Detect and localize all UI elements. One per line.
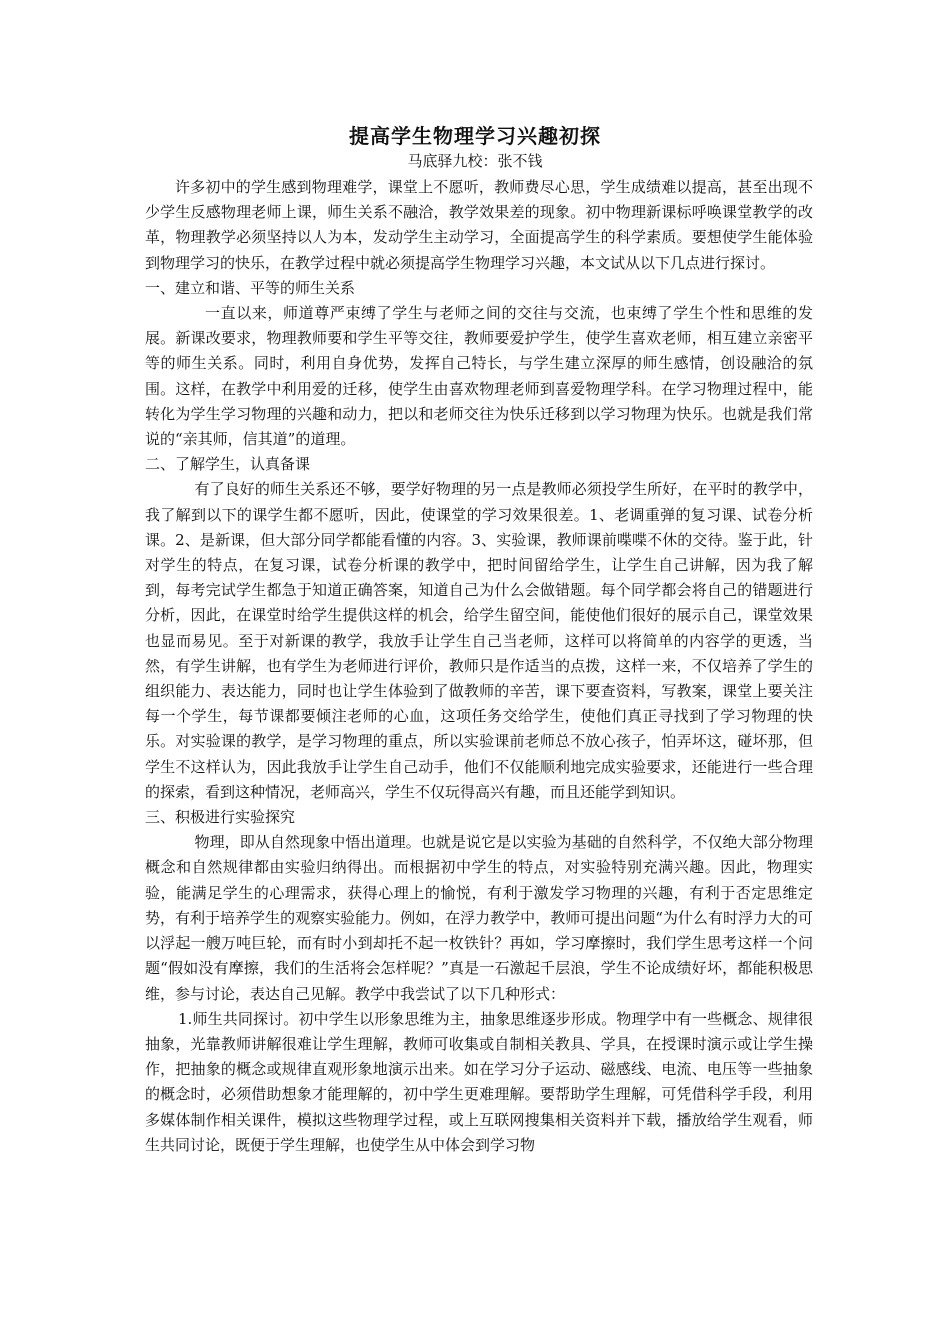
paragraph-section-2: 有了良好的师生关系还不够，要学好物理的另一点是教师必须投学生所好，在平时的教学中，我了解到以下的课学生都不愿听，因此，使课堂的学习效果很差。1、老调重弹的复习课、试卷分析课。2、是新课，但大部分同学都能看懂的内容。3、实验课，教师课前喋喋不休的交待。鉴于此，针对学生的特点，在复习课，试卷分析课的教学中，把时间留给学生，让学生自己讲解，因为我了解到，每考完试学生都急于知道正确答案，知道自己为什么会做错题。每个同学都会将自己的错题进行分析，因此，在课堂时给学生提供这样的机会，给学生留空间，能使他们很好的展示自己，课堂效果也显而易见。至于对新课的教学，我放手让学生自己当老师，这样可以将简单的内容学的更透，当然，有学生讲解，也有学生为老师进行评价，教师只是作适当的点拨，这样一来，不仅培养了学生的组织能力、表达能力，同时也让学生体验到了做教师的辛苦，课下要查资料，写教案，课堂上要关注每一个学生，每节课都要倾注老师的心血，这项任务交给学生，使他们真正寻找到了学习物理的快乐。对实验课的教学，是学习物理的重点，所以实验课前老师总不放心孩子，怕弄坏这，碰坏那，但学生不这样认为，因此我放手让学生自己动手，他们不仅能顺利地完成实验要求，还能进行一些合理的探索，看到这种情况，老师高兴，学生不仅玩得高兴有趣，而且还能学到知识。 (145, 480, 813, 801)
section-heading-1: 一、建立和谐、平等的师生关系 (145, 278, 356, 297)
document-title: 提高学生物理学习兴趣初探 (349, 124, 601, 148)
paragraph-section-1: 一直以来，师道尊严束缚了学生与老师之间的交往与交流，也束缚了学生个性和思维的发展。新课改要求，物理教师要和学生平等交往，教师要爱护学生，使学生喜欢老师，相互建立亲密平等的师生关系。同时，利用自身优势，发挥自己特长，与学生建立深厚的师生感情，创设融洽的氛围。这样，在教学中利用爱的迁移，使学生由喜欢物理老师到喜爱物理学科。在学习物理过程中，能转化为学生学习物理的兴趣和动力，把以和老师交往为快乐迁移到以学习物理为快乐。也就是我们常说的“亲其师，信其道”的道理。 (145, 304, 813, 449)
document-body (145, 175, 813, 1158)
document-author: 马底驿九校：张不钱 (407, 152, 543, 170)
paragraph-section-3: 物理，即从自然现象中悟出道理。也就是说它是以实验为基础的自然科学，不仅绝大部分物理概念和自然规律都由实验归纳得出。而根据初中学生的特点，对实验特别充满兴趣。因此，物理实验，能满足学生的心理需求，获得心理上的愉悦，有利于激发学习物理的兴趣，有利于否定思维定势，有利于培养学生的观察实验能力。例如，在浮力教学中，教师可提出问题“为什么有时浮力大的可以浮起一艘万吨巨轮，而有时小到却托不起一枚铁针？再如，学习摩擦时，我们学生思考这样一个问题“假如没有摩擦，我们的生活将会怎样呢？”真是一石激起千层浪，学生不论成绩好坏，都能积极思维，参与讨论，表达自己见解。教学中我尝试了以下几种形式： (145, 833, 813, 1003)
section-heading-3: 三、积极进行实验探究 (145, 808, 296, 827)
paragraph-list-item-1: 1.师生共同探讨。初中学生以形象思维为主，抽象思维逐步形成。物理学中有一些概念、规律很抽象，光靠教师讲解很难让学生理解，教师可收集或自制相关教具、学具，在授课时演示或让学生操作，把抽象的概念或规律直观形象地演示出来。如在学习分子运动、磁感线、电流、电压等一些抽象的概念时，必须借助想象才能理解的，初中学生更难理解。要帮助学生理解，可凭借科学手段，利用多媒体制作相关课件，模拟这些物理学过程，或上互联网搜集相关资料并下载，播放给学生观看，师生共同讨论，既便于学生理解，也使学生从中体会到学习物 (145, 1009, 813, 1154)
section-heading-2: 二、了解学生，认真备课 (145, 455, 311, 474)
paragraph-intro: 许多初中的学生感到物理难学，课堂上不愿听，教师费尽心思，学生成绩难以提高，甚至出现不少学生反感物理老师上课，师生关系不融洽，教学效果差的现象。初中物理新课标呼唤课堂教学的改革，物理教学必须坚持以人为本，发动学生主动学习，全面提高学生的科学素质。要想使学生能体验到物理学习的快乐，在教学过程中就必须提高学生物理学习兴趣，本文试从以下几点进行探讨。 (145, 178, 813, 272)
